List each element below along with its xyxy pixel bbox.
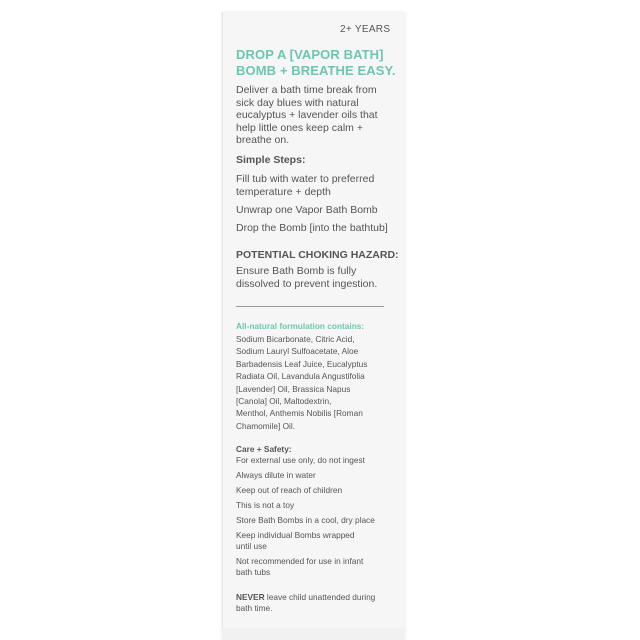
intro-line: help little ones keep calm +: [236, 121, 363, 134]
care-item-text: bath tubs: [236, 566, 271, 577]
section-divider: [236, 306, 384, 307]
care-item: [236, 515, 396, 526]
ingredients-line: [Canola] Oil, Maltodextrin,: [236, 396, 332, 407]
hazard-title: POTENTIAL CHOKING HAZARD:: [236, 249, 399, 261]
care-item-text: Keep individual Bombs wrapped: [236, 530, 355, 540]
ingredients-title: All-natural formulation contains:: [236, 321, 365, 331]
care-item: [236, 530, 396, 551]
steps-title: Simple Steps:: [236, 154, 306, 166]
step-1: [236, 173, 396, 198]
package-panel-edge: [222, 628, 404, 640]
never-warning-line: [236, 592, 396, 603]
hazard-line: Ensure Bath Bomb is fully: [236, 265, 357, 277]
never-warning: [236, 592, 396, 613]
ingredients-line: Chamomile] Oil.: [236, 420, 296, 431]
ingredients-line: Sodium Lauryl Sulfoacetate, Aloe: [236, 346, 359, 357]
care-title: Care + Safety:: [236, 444, 292, 454]
never-bold: NEVER: [236, 592, 265, 602]
ingredients-line: Menthol, Anthemis Nobilis [Roman: [236, 408, 363, 419]
care-item-text: This is not a toy: [236, 500, 295, 510]
never-warning-line: bath time.: [236, 602, 273, 613]
headline-line-2: BOMB + BREATHE EASY.: [236, 63, 396, 78]
step-2: [236, 204, 396, 217]
intro-line: breathe on.: [236, 134, 290, 146]
care-item: [236, 455, 396, 466]
step-1-line: Fill tub with water to preferred: [236, 173, 375, 185]
intro-line: Deliver a bath time break from: [236, 84, 377, 96]
care-item-text: Always dilute in water: [236, 470, 316, 480]
ingredients-line: Radiata Oil, Lavandula Angustifolia: [236, 371, 365, 382]
care-item: [236, 470, 396, 481]
hazard-line: dissolved to prevent ingestion.: [236, 277, 378, 290]
care-item-text: For external use only, do not ingest: [236, 455, 365, 465]
care-item-text: Not recommended for use in infant: [236, 556, 364, 566]
care-item: [236, 500, 396, 511]
care-item-text: until use: [236, 540, 267, 551]
step-1-line: temperature + depth: [236, 185, 331, 198]
ingredients-line: Sodium Bicarbonate, Citric Acid,: [236, 334, 355, 344]
care-item-text: Keep out of reach of children: [236, 485, 343, 495]
age-label: 2+ YEARS: [340, 24, 391, 35]
step-3-line: Drop the Bomb [into the bathtub]: [236, 222, 388, 234]
never-rest: leave child unattended during: [264, 592, 376, 602]
hazard-text: [236, 265, 396, 290]
ingredients-line: Barbadensis Leaf Juice, Eucalyptus: [236, 358, 368, 369]
care-item: [236, 485, 396, 496]
ingredients-list: [236, 333, 396, 432]
care-item: [236, 556, 396, 577]
care-item-text: Store Bath Bombs in a cool, dry place: [236, 515, 375, 525]
step-2-line: Unwrap one Vapor Bath Bomb: [236, 204, 378, 216]
intro-paragraph: [236, 84, 396, 147]
ingredients-line: [Lavender] Oil, Brassica Napus: [236, 383, 351, 394]
headline: [236, 47, 406, 79]
headline-line-1: DROP A [VAPOR BATH]: [236, 47, 384, 62]
intro-line: eucalyptus + lavender oils that: [236, 109, 378, 121]
intro-line: sick day blues with natural: [236, 96, 359, 109]
step-3: [236, 222, 396, 235]
